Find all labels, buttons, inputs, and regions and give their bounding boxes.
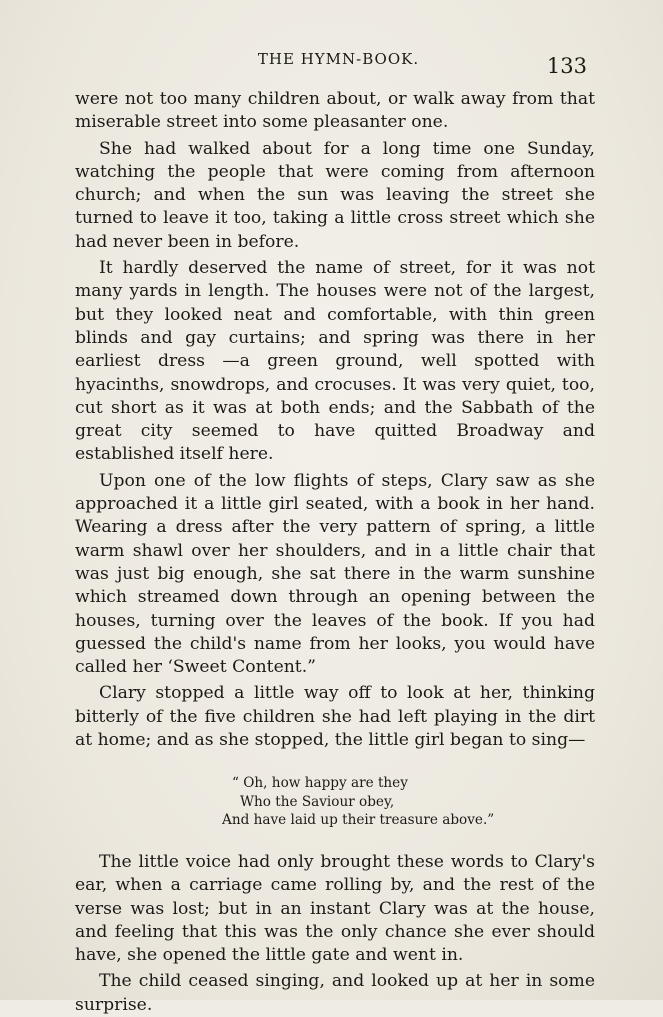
verse-line: And have laid up their treasure above.” xyxy=(222,811,495,828)
page-number: 133 xyxy=(546,54,587,78)
body-text xyxy=(75,88,595,1017)
paragraph: The child ceased singing, and looked up at her in some surprise. xyxy=(75,971,595,1015)
paragraph: were not too many children about, or walk away from that miserable street into some pleasanter one. xyxy=(75,89,595,133)
paragraph: Upon one of the low flights of steps, Clary saw as she approached it a little girl seated, with a book in her hand. Wearing a dress after the very pattern of spring, a little warm shawl over her shoulders, and in a little chair that was just big enough, she sat there in the warm sunshine which streamed down through an opening between the houses, turning over the leaves of the book. If you had guessed the child's name from her looks, you would have called her ‘Sweet Content.” xyxy=(75,470,595,678)
paragraph: It hardly deserved the name of street, for it was not many yards in length. The houses were not of the largest, but they looked neat and comfortable, with thin green blinds and gay curtains; and spring was there in her earliest dress —a green ground, well spotted with hyacinths, snowdrops, and crocuses. It was very quiet, too, cut short as it was at both ends; and the Sabbath of the great city seemed to have quitted Broadway and established itself here. xyxy=(75,258,595,465)
hymn-verse xyxy=(75,774,595,829)
verse-line: Who the Saviour obey, xyxy=(240,793,395,810)
running-title: THE HYMN-BOOK. xyxy=(257,50,420,68)
paragraph: The little voice had only brought these words to Clary's ear, when a carriage came rolling by, and the rest of the verse was lost; but in an instant Clary was at the house, and feeling that this was the only chance she ever should have, she opened the little gate and went in. xyxy=(75,851,595,966)
verse-line: “ Oh, how happy are they xyxy=(232,775,408,792)
paragraph: Clary stopped a little way off to look at her, thinking bitterly of the five children she had left playing in the dirt at home; and as she stopped, the little girl began to sing— xyxy=(75,683,595,751)
paragraph: She had walked about for a long time one Sunday, watching the people that were coming from afternoon church; and when the sun was leaving the street she turned to leave it too, taking a little cross street which she had never been in before. xyxy=(75,138,595,252)
